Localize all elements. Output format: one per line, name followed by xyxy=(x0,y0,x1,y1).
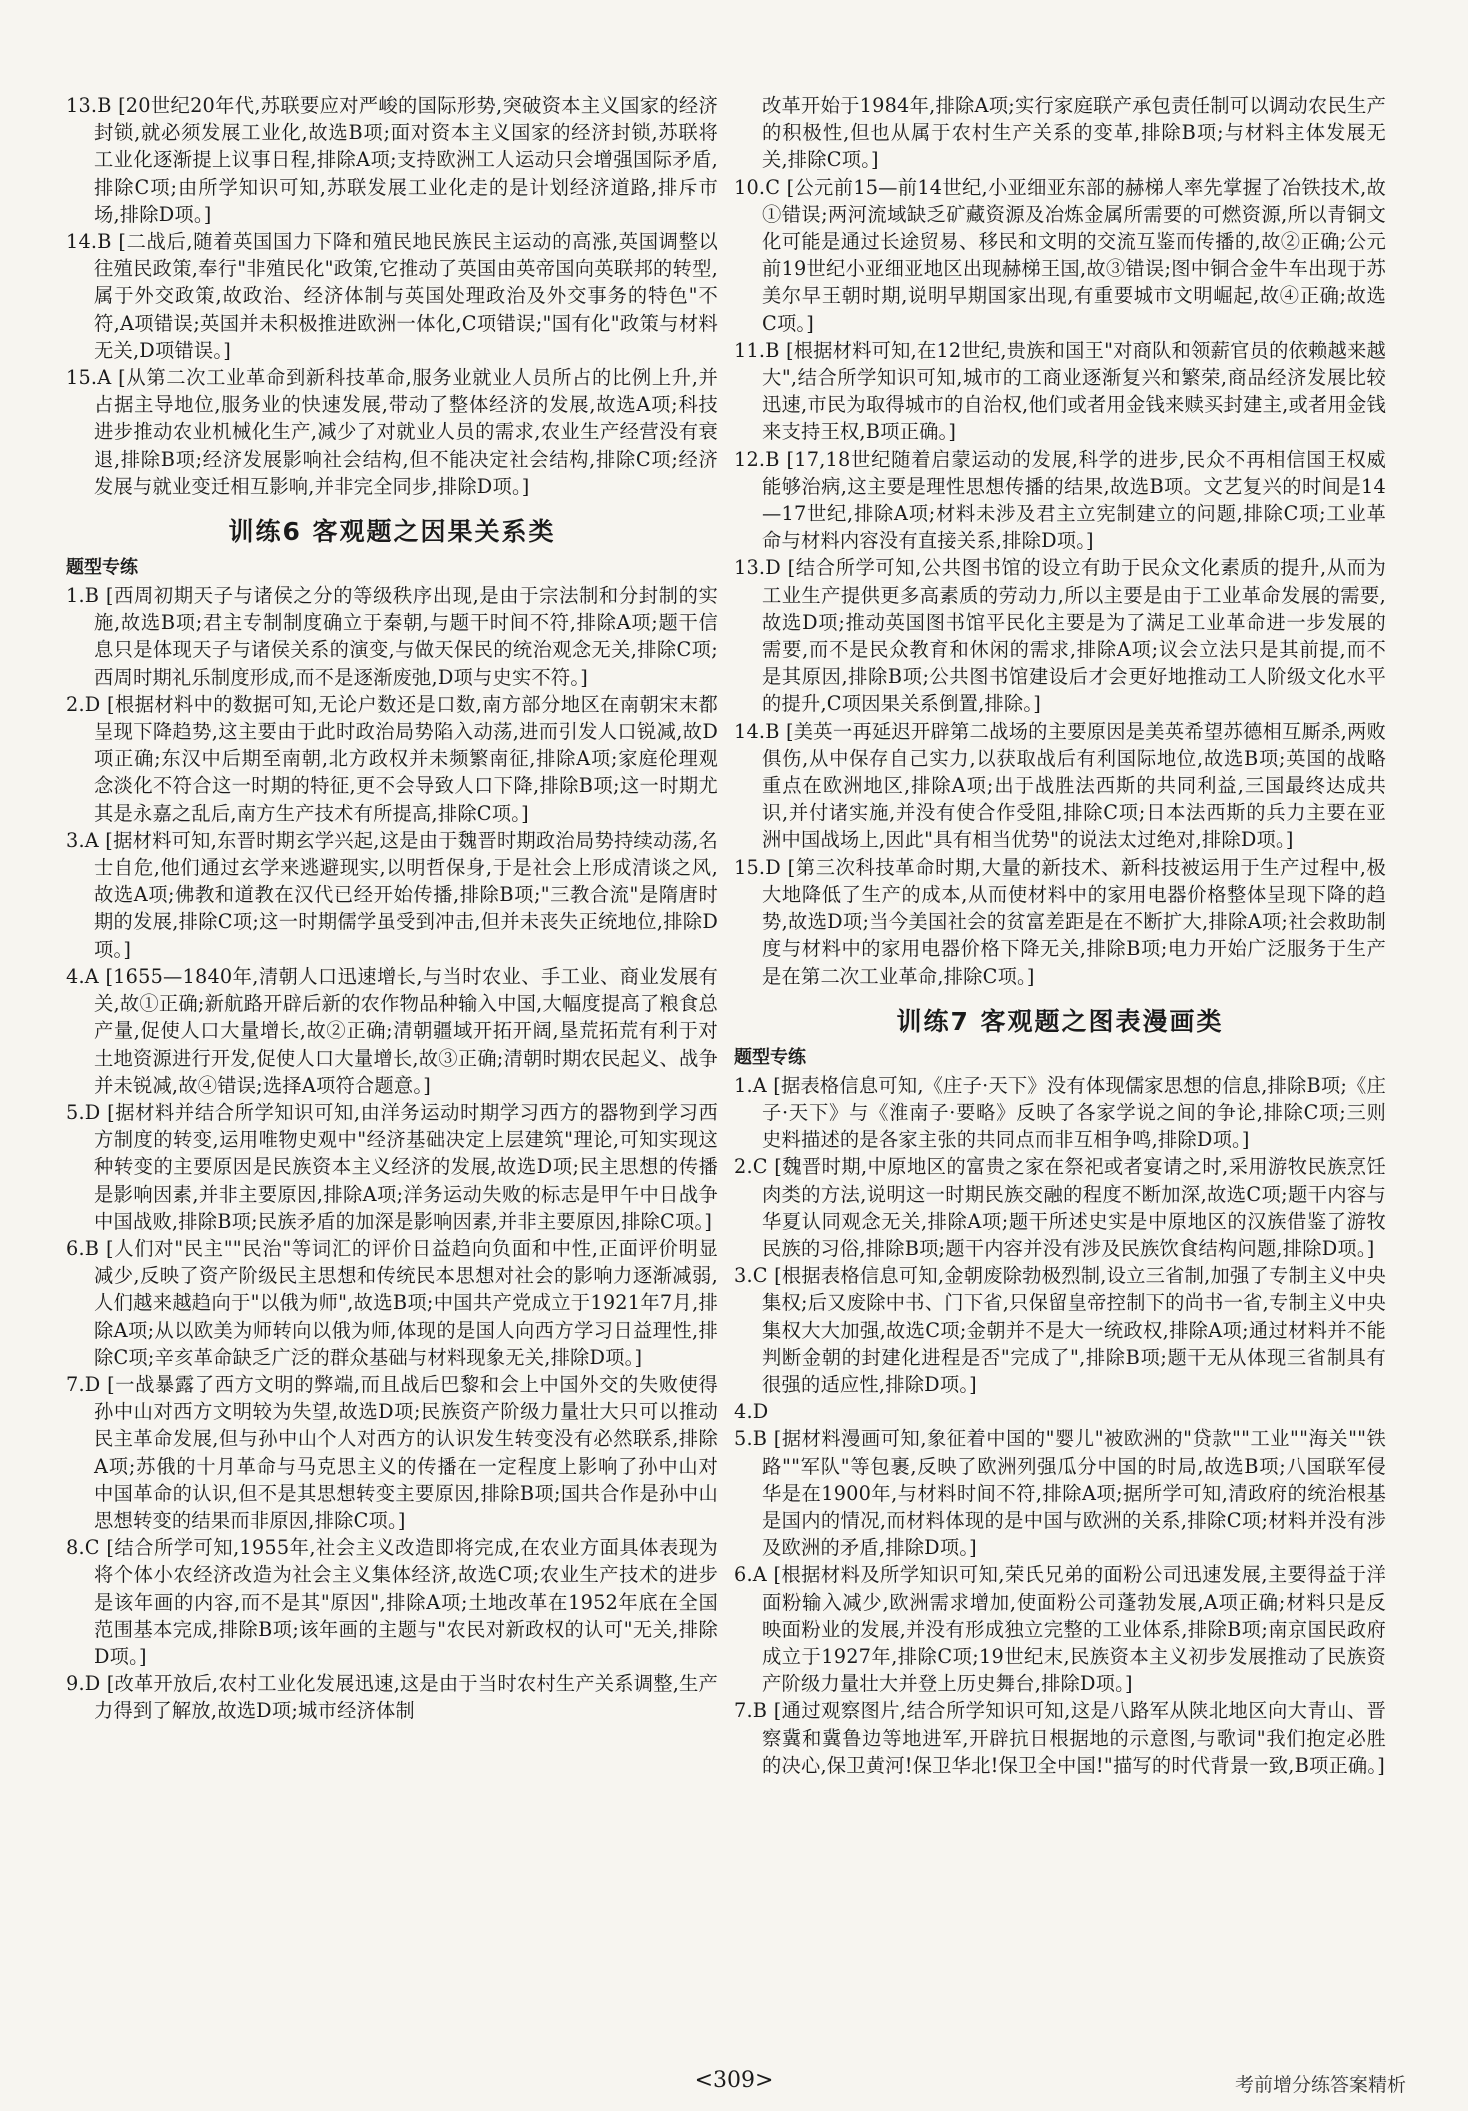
answer-item: 12.B [17,18世纪随着启蒙运动的发展,科学的进步,民众不再相信国王权威能够治病,这主要是理性思想传播的结果,故选B项。文艺复兴的时间是14—17世纪,排除A项;材料未涉及君主立宪制建立的问题,排除C项;工业革命与材料内容没有直接关系,排除D项。] xyxy=(734,447,1386,553)
answer-item: 2.C [魏晋时期,中原地区的富贵之家在祭祀或者宴请之时,采用游牧民族烹饪肉类的方法,说明这一时期民族交融的程度不断加深,故选C项;题干内容与华夏认同观念无关,排除A项;题干所述史实是中原地区的汉族借鉴了游牧民族的习俗,排除B项;题干内容并没有涉及民族饮食结构问题,排除D项。] xyxy=(734,1155,1386,1260)
answer-item: 4.D xyxy=(734,1400,769,1424)
right-answers-block-2 xyxy=(734,1072,1386,1779)
answer-item: 改革开始于1984年,排除A项;实行家庭联产承包责任制可以调动农民生产的积极性,但也从属于农村生产关系的变革,排除B项;与材料主体发展无关,排除C项。] xyxy=(762,94,1386,172)
answer-item: 6.B [人们对"民主""民治"等词汇的评价日益趋向负面和中性,正面评价明显减少,反映了资产阶级民主思想和传统民本思想对社会的影响力逐渐减弱,人们越来越趋向于"以俄为师",故选B项;中国共产党成立于1921年7月,排除A项;从以欧美为师转向以俄为师,体现的是国人向西方学习日益理性,排除C项;辛亥革命缺乏广泛的群众基础与材料现象无关,排除D项。] xyxy=(66,1236,718,1369)
answer-item: 15.A [从第二次工业革命到新科技革命,服务业就业人员所占的比例上升,并占据主导地位,服务业的快速发展,带动了整体经济的发展,故选A项;科技进步推动农业机械化生产,减少了对就业人员的需求,农业生产经营没有衰退,排除B项;经济发展影响社会结构,但不能决定社会结构,排除C项;经济发展与就业变迁相互影响,并非完全同步,排除D项。] xyxy=(66,366,718,498)
answer-item: 9.D [改革开放后,农村工业化发展迅速,这是由于当时农村生产关系调整,生产力得到了解放,故选D项;城市经济体制 xyxy=(66,1672,718,1723)
page-number: <309> xyxy=(694,2068,774,2093)
left-column xyxy=(66,92,718,1725)
left-answers-block-1 xyxy=(66,92,718,500)
answer-item: 11.B [根据材料可知,在12世纪,贵族和国王"对商队和领薪官员的依赖越来越大",结合所学知识可知,城市的工商业逐渐复兴和繁荣,商品经济发展比较迅速,市民为取得城市的自治权,他们或者用金钱来赎买封建主,或者用金钱来支持王权,B项正确。] xyxy=(734,338,1386,444)
answer-item: 5.B [据材料漫画可知,象征着中国的"婴儿"被欧洲的"贷款""工业""海关""铁路""军队"等包裹,反映了欧洲列强瓜分中国的时局,故选B项;八国联军侵华是在1900年,与材料时间不符,排除A项;据所学可知,清政府的统治根基是国内的情况,而材料体现的是中国与欧洲的关系,排除C项;材料并没有涉及欧洲的矛盾,排除D项。] xyxy=(734,1427,1386,1560)
answer-item: 2.D [根据材料中的数据可知,无论户数还是口数,南方部分地区在南朝宋末都呈现下降趋势,这主要由于此时政治局势陷入动荡,进而引发人口锐减,故D项正确;东汉中后期至南朝,北方政权并未频繁南征,排除A项;家庭伦理观念淡化不符合这一时期的特征,更不会导致人口下降,排除B项;这一时期尤其是永嘉之乱后,南方生产技术有所提高,排除C项。] xyxy=(66,692,718,825)
answer-item: 1.B [西周初期天子与诸侯之分的等级秩序出现,是由于宗法制和分封制的实施,故选B项;君主专制制度确立于秦朝,与题干时间不符,排除A项;题干信息只是体现天子与诸侯关系的演变,与做天保民的统治观念无关,排除C项;西周时期礼乐制度形成,而不是逐渐废弛,D项与史实不符。] xyxy=(66,584,718,689)
subhead-practice: 题型专练 xyxy=(734,1046,806,1068)
answer-item: 6.A [根据材料及所学知识可知,荣氏兄弟的面粉公司迅速发展,主要得益于洋面粉输入减少,欧洲需求增加,使面粉公司蓬勃发展,A项正确;材料只是反映面粉业的发展,并没有形成独立完整的工业体系,排除B项;南京国民政府成立于1927年,排除C项;19世纪末,民族资本主义初步发展推动了民族资产阶级力量壮大并登上历史舞台,排除D项。] xyxy=(734,1563,1386,1696)
answer-item: 13.D [结合所学可知,公共图书馆的设立有助于民众文化素质的提升,从而为工业生产提供更多高素质的劳动力,所以主要是由于工业革命发展的需要,故选D项;推动英国图书馆平民化主要是为了满足工业革命进一步发展的需要,而不是民众教育和休闲的需求,排除A项;议会立法只是其前提,而不是其原因,排除B项;公共图书馆建设后才会更好地推动工人阶级文化水平的提升,C项因果关系倒置,排除。] xyxy=(734,556,1386,716)
answer-item: 15.D [第三次科技革命时期,大量的新技术、新科技被运用于生产过程中,极大地降低了生产的成本,从而使材料中的家用电器价格整体呈现下降的趋势,故选D项;当今美国社会的贫富差距是在不断扩大,排除A项;社会救助制度与材料中的家用电器价格下降无关,排除B项;电力开始广泛服务于生产是在第二次工业革命,排除C项。] xyxy=(734,855,1386,988)
subhead-practice: 题型专练 xyxy=(66,557,138,579)
right-answers-block-1 xyxy=(734,92,1386,990)
right-column xyxy=(734,92,1386,1779)
answer-item: 3.C [根据表格信息可知,金朝废除勃极烈制,设立三省制,加强了专制主义中央集权;后又废除中书、门下省,只保留皇帝控制下的尚书一省,专制主义中央集权大大加强,故选C项;金朝并不是大一统政权,排除A项;通过材料并不能判断金朝的封建化进程是否"完成了",排除B项;题干无从体现三省制具有很强的适应性,排除D项。] xyxy=(734,1264,1386,1396)
answer-item: 8.C [结合所学可知,1955年,社会主义改造即将完成,在农业方面具体表现为将个体小农经济改造为社会主义集体经济,故选C项;农业生产技术的进步是该年画的内容,而不是其"原因",排除A项;土地改革在1952年底在全国范围基本完成,排除B项;该年画的主题与"农民对新政权的认可"无关,排除D项。] xyxy=(66,1536,718,1668)
answer-item: 1.A [据表格信息可知,《庄子·天下》没有体现儒家思想的信息,排除B项;《庄子·天下》与《淮南子·要略》反映了各家学说之间的争论,排除C项;三则史料描述的是各家主张的共同点而非互相争鸣,排除D项。] xyxy=(734,1073,1386,1152)
answer-item: 14.B [二战后,随着英国国力下降和殖民地民族民主运动的高涨,英国调整以往殖民政策,奉行"非殖民化"政策,它推动了英国由英帝国向英联邦的转型,属于外交政策,故政治、经济体制与英国处理政治及外交事务的特色"不符,A项错误;英国并未积极推进欧洲一体化,C项错误;"国有化"政策与材料无关,D项错误。] xyxy=(66,230,718,362)
answer-item: 3.A [据材料可知,东晋时期玄学兴起,这是由于魏晋时期政治局势持续动荡,名士自危,他们通过玄学来逃避现实,以明哲保身,于是社会上形成清谈之风,故选A项;佛教和道教在汉代已经开始传播,排除B项;"三教合流"是隋唐时期的发展,排除C项;这一时期儒学虽受到冲击,但并未丧失正统地位,排除D项。] xyxy=(66,828,718,961)
answer-item: 7.D [一战暴露了西方文明的弊端,而且战后巴黎和会上中国外交的失败使得孙中山对西方文明较为失望,故选D项;民族资产阶级力量壮大只可以推动民主革命发展,但与孙中山个人对西方的认识发生转变没有必然联系,排除A项;苏俄的十月革命与马克思主义的传播在一定程度上影响了孙中山对中国革命的认识,但不是其思想转变主要原因,排除B项;国共合作是孙中山思想转变的结果而非原因,排除C项。] xyxy=(66,1372,718,1532)
answer-item: 4.A [1655—1840年,清朝人口迅速增长,与当时农业、手工业、商业发展有关,故①正确;新航路开辟后新的农作物品种输入中国,大幅度提高了粮食总产量,促使人口大量增长,故②正确;清朝疆域开拓开阔,垦荒拓荒有利于对土地资源进行开发,促使人口大量增长,故③正确;清朝时期农民起义、战争并未锐减,故④错误;选择A项符合题意。] xyxy=(66,964,718,1097)
left-answers-block-2 xyxy=(66,582,718,1725)
footer-title: 考前增分练答案精析 xyxy=(1234,2074,1406,2096)
section-title-training-7: 训练7 客观题之图表漫画类 xyxy=(896,1006,1224,1036)
section-title-training-6: 训练6 客观题之因果关系类 xyxy=(228,517,556,547)
answer-item: 14.B [美英一再延迟开辟第二战场的主要原因是美英希望苏德相互厮杀,两败俱伤,从中保存自己实力,以获取战后有利国际地位,故选B项;英国的战略重点在欧洲地区,排除A项;出于战胜法西斯的共同利益,三国最终达成共识,并付诸实施,并没有使合作受阻,排除C项;日本法西斯的兵力主要在亚洲中国战场上,因此"具有相当优势"的说法太过绝对,排除D项。] xyxy=(734,719,1386,852)
answer-item: 5.D [据材料并结合所学知识可知,由洋务运动时期学习西方的器物到学习西方制度的转变,运用唯物史观中"经济基础决定上层建筑"理论,可知实现这种转变的主要原因是民族资本主义经济的发展,故选D项;民主思想的传播是影响因素,并非主要原因,排除A项;洋务运动失败的标志是甲午中日战争中国战败,排除B项;民族矛盾的加深是影响因素,并非主要原因,排除C项。] xyxy=(66,1100,718,1233)
answer-item: 10.C [公元前15—前14世纪,小亚细亚东部的赫梯人率先掌握了冶铁技术,故①错误;两河流域缺乏矿藏资源及冶炼金属所需要的可燃资源,所以青铜文化可能是通过长途贸易、移民和文明的交流互鉴而传播的,故②正确;公元前19世纪小亚细亚地区出现赫梯王国,故③错误;图中铜合金牛车出现于苏美尔早王朝时期,说明早期国家出现,有重要城市文明崛起,故④正确;故选C项。] xyxy=(734,175,1386,335)
answer-item: 7.B [通过观察图片,结合所学知识可知,这是八路军从陕北地区向大青山、晋察冀和冀鲁边等地进军,开辟抗日根据地的示意图,与歌词"我们抱定必胜的决心,保卫黄河!保卫华北!保卫全中国!"描写的时代背景一致,B项正确。] xyxy=(734,1699,1386,1777)
answer-item: 13.B [20世纪20年代,苏联要应对严峻的国际形势,突破资本主义国家的经济封锁,就必须发展工业化,故选B项;面对资本主义国家的经济封锁,苏联将工业化逐渐提上议事日程,排除A项;支持欧洲工人运动只会增强国际矛盾,排除C项;由所学知识可知,苏联发展工业化走的是计划经济道路,排斥市场,排除D项。] xyxy=(66,94,718,226)
